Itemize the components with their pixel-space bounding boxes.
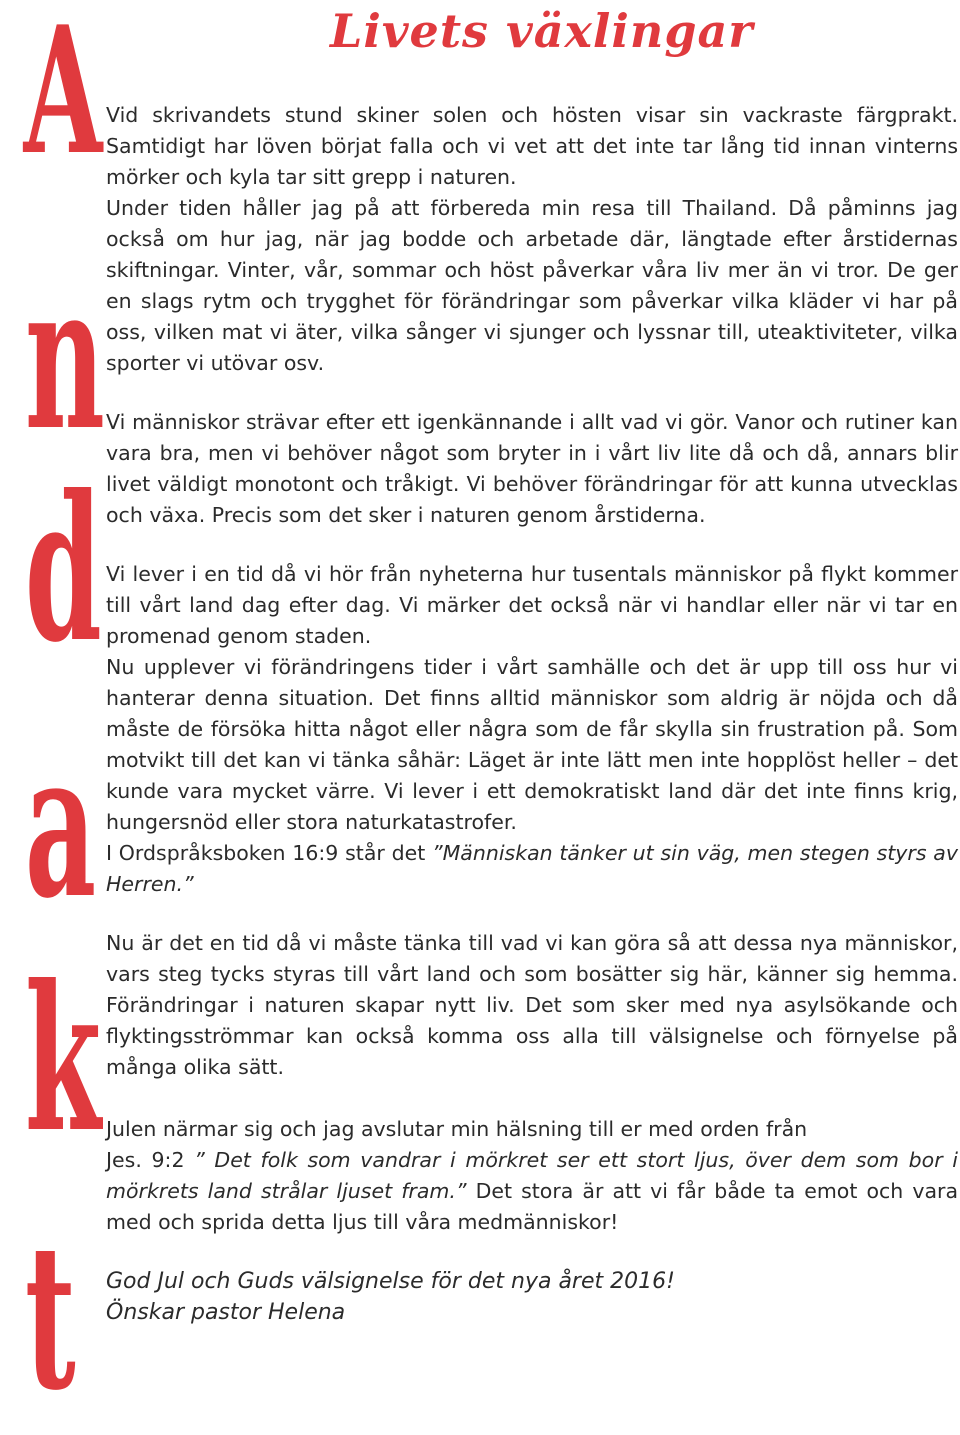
- isaiah-quote: ” Det folk som vandrar i mörkret ser ett stort ljus, över dem som bor i mörkrets land strålar ljuset fram.”: [106, 1148, 958, 1203]
- closing-signature: Önskar pastor Helena: [106, 1300, 346, 1325]
- paragraph-christmas-intro: Julen närmar sig och jag avslutar min hälsning till er med orden från: [106, 1117, 808, 1141]
- side-letter-k: k: [24, 942, 102, 1177]
- paragraph-isaiah: [106, 1145, 958, 1238]
- side-letter-n: n: [24, 240, 105, 475]
- paragraph-refugees: Vi lever i en tid då vi hör från nyheterna hur tusentals människor på flykt kommer till vårt land dag efter dag. Vi märker det också när vi handlar eller när vi tar en promenad genom staden.: [106, 562, 958, 648]
- vertical-andakt-word: [0, 0, 105, 1435]
- paragraph-thailand: Under tiden håller jag på att förbereda min resa till Thailand. Då påminns jag också om hur jag, när jag bodde och arbetade där, längtade efter årstidernas skiftningar. Vinter, vår, sommar och höst påverkar våra liv mer än vi tror. De ger en slags rytm och trygghet för förändringar som påverkar vilka kläder vi har på oss, vilken mat vi äter, vilka sånger vi sjunger och lyssnar till, uteaktiviteter, vilka sporter vi utövar osv.: [106, 196, 958, 375]
- paragraph-proverbs: [106, 838, 958, 900]
- proverbs-quote: ”Människan tänker ut sin väg, men stegen styrs av Herren.”: [106, 841, 958, 896]
- paragraph-society: Nu upplever vi förändringens tider i vårt samhälle och det är upp till oss hur vi hanterar denna situation. Det finns alltid människor som aldrig är nöjda och då måste de försöka hitta något eller några som de får skylla sin frustration på. Som motvikt till det kan vi tänka såhär: Läget är inte lätt men inte hopplöst heller – det kunde vara mycket värre. Vi lever i ett demokratiskt land där det inte finns krig, hungersnöd eller stora naturkatastrofer.: [106, 655, 958, 834]
- paragraph-routines: Vi människor strävar efter ett igenkännande i allt vad vi gör. Vanor och rutiner kan vara bra, men vi behöver något som bryter in i vårt liv lite då och då, annars blir livet väldigt monotont och tråkigt. Vi behöver förändringar för att kunna utvecklas och växa. Precis som det sker i naturen genom årstiderna.: [106, 410, 958, 527]
- side-letter-d: d: [24, 452, 102, 687]
- article-body: [106, 100, 958, 1328]
- page-title: Livets växlingar: [330, 4, 754, 58]
- isaiah-rest: Det stora är att vi får både ta emot och vara med och sprida detta ljus till våra medmänniskor!: [106, 1179, 959, 1234]
- paragraph-autumn: Vid skrivandets stund skiner solen och hösten visar sin vackraste färgprakt. Samtidigt har löven börjat falla och vi vet att det inte tar lång tid innan vinterns mörker och kyla tar sitt grepp i naturen.: [106, 103, 958, 189]
- paragraph-welcome: Nu är det en tid då vi måste tänka till vad vi kan göra så att dessa nya människor, vars steg tycks styras till vårt land och som bosätter sig här, känner sig hemma. Förändringar i naturen skapar nytt liv. Det som sker med nya asylsökande och flyktingsströmmar kan också komma oss alla till välsignelse och förnyelse på många olika sätt.: [106, 931, 958, 1079]
- side-letter-t: t: [24, 1200, 76, 1435]
- side-letter-a-2: a: [24, 708, 97, 943]
- isaiah-ref: Jes. 9:2: [106, 1148, 195, 1172]
- closing-greeting: God Jul och Guds välsignelse för det nya året 2016!: [106, 1269, 675, 1294]
- proverbs-intro: I Ordspråksboken 16:9 står det: [106, 841, 432, 865]
- side-letter-a: A: [23, 0, 103, 194]
